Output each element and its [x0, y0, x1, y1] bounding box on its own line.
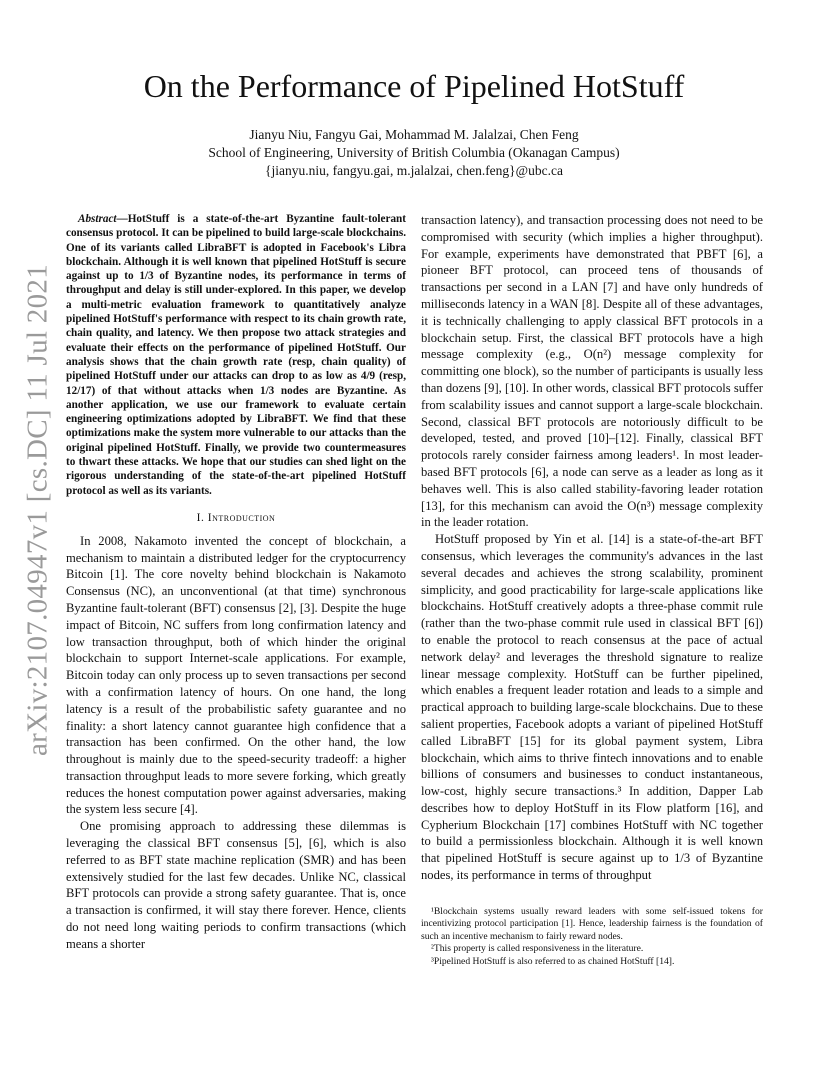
intro-paragraph-1: In 2008, Nakamoto invented the concept of blockchain, a mechanism to maintain a distributed ledger for the cryptocurrency Bitcoin [1]. The core novelty behind blockchain is Nakamoto Consensus (NC), an unconventional (at that time) synchronous Byzantine fault-tolerant (BFT) consensus [2], [3]. Despite the huge impact of Bitcoin, NC suffers from long confirmation latency and low transaction throughput, both of which hinder the original blockchain to support Internet-scale applications. For example, Bitcoin today can only process up to seven transactions per second with a confirmation latency of hours. On one hand, the long latency is a result of the probabilistic safety guarantee and no finality: a short latency cannot guarantee high confidence that a transaction has been confirmed. On the other hand, the low throughout is mainly due to the speed-security tradeoff: a higher transaction throughput leads to more severe forking, which greatly reduces the honest computation power against adversaries, making the system less secure [4].	[66, 533, 406, 817]
intro-paragraph-3: transaction latency), and transaction processing does not need to be compromised with security (which implies a higher throughput). For example, experiments have demonstrated that PBFT [6], a pioneer BFT protocol, can proceed tens of thousands of transactions per second in a LAN [7] and have only hundreds of milliseconds latency in a WAN [8]. Despite all of these advantages, it is technically challenging to apply classical BFT protocols in a blockchain setup. First, the classical BFT protocols have a high message complexity (e.g., O(n²) message complexity for committing one block), so the number of participants is usually less than dozens [9], [10]. In other words, classical BFT protocols suffer from scalability issues and cannot support a large-scale blockchain. Second, classical BFT protocols are notoriously difficult to be developed, tested, and proved [10]–[12]. Finally, classical BFT protocols rarely consider fairness among leaders¹. In most leader-based BFT protocols [6], a node can serve as a leader as long as it behaves well. This is also called stability-favoring leader rotation [13], for this mechanism can avoid the O(n³) message complexity in the leader rotation.	[421, 213, 763, 530]
section-title: Introduction	[207, 511, 276, 524]
abstract	[66, 212, 406, 498]
abstract-text: —HotStuff is a state-of-the-art Byzantine fault-tolerant consensus protocol. It can be pipelined to build large-scale blockchains. One of its variants called LibraBFT is adopted in Facebook's Libra blockchain. Although it is well known that pipelined HotStuff is secure against up to 1/3 of Byzantine nodes, its performance in terms of throughput and delay is still under-explored. In this paper, we develop a multi-metric evaluation framework to quantitatively analyze pipelined HotStuff's performance with respect to its chain growth rate, chain quality, and latency. We then propose two attack strategies and evaluate their effects on the performance of pipelined HotStuff. Our analysis shows that the chain growth rate (resp, chain quality) of pipelined HotStuff under our attacks can drop to as low as 4/9 (resp, 12/17) of that without attacks when 1/3 nodes are Byzantine. As another application, we use our framework to evaluate certain engineering optimizations adopted by LibraBFT. We find that these optimizations make the system more vulnerable to our attacks than the original pipelined HotStuff. Finally, we provide two countermeasures to thwart these attacks. We hope that our studies can shed light on the rigorous understanding of the state-of-the-art pipelined HotStuff protocol as well as its variants.	[66, 213, 406, 497]
email-line: {jianyu.niu, fangyu.gai, m.jalalzai, chen.feng}@ubc.ca	[265, 163, 563, 178]
footnote-3: ³Pipelined HotStuff is also referred to as chained HotStuff [14].	[431, 955, 675, 967]
footnote-2: ²This property is called responsiveness in the literature.	[431, 943, 644, 955]
left-column	[66, 212, 406, 953]
intro-paragraph-2: One promising approach to addressing these dilemmas is leveraging the classical BFT consensus [5], [6], which is also referred to as BFT state machine replication (SMR) and has been extensively studied for the last few decades. Unlike NC, classical BFT protocols can provide a strong safety guarantee. That is, once a transaction is confirmed, it will stay there forever. Hence, clients do not need long waiting periods to confirm transactions (which means a shorter	[66, 819, 406, 951]
intro-paragraph-4: HotStuff proposed by Yin et al. [14] is a state-of-the-art BFT consensus, which leverages the community's advances in the last several decades and achieves the strong scalability, prominent simplicity, and good practicability for large-scale applications like blockchains. HotStuff creatively adopts a three-phase commit rule (rather than the two-phase commit rule used in classical BFT [6]) to enable the protocol to reach consensus at the pace of actual network delay² and leverages the threshold signature to realize linear message complexity. HotStuff can be further pipelined, which enables a frequent leader rotation and leads to a simple and practical approach to building large-scale blockchains. Due to these salient properties, Facebook adopts a variant of pipelined HotStuff called LibraBFT [15] for its global payment system, Libra blockchain, which aims to thrive fintech innovations and to enable billions of consumers and businesses to conduct instantaneous, low-cost, highly secure transactions.³ In addition, Dapper Lab describes how to deploy HotStuff in its Flow platform [16], and Cypherium Blockchain [17] combines HotStuff with NC together to build a permissionless blockchain. Although it is well known that pipelined HotStuff is secure against up to 1/3 of Byzantine nodes, its performance in terms of throughput	[421, 532, 763, 883]
paper-title: On the Performance of Pipelined HotStuff	[143, 68, 685, 104]
arxiv-stamp	[20, 260, 56, 760]
section-number: I.	[196, 511, 208, 524]
section-heading	[66, 510, 406, 527]
author-block	[0, 126, 828, 180]
affiliation: School of Engineering, University of British Columbia (Okanagan Campus)	[208, 145, 620, 160]
right-column	[421, 212, 763, 884]
arxiv-stamp-text: arXiv:2107.04947v1 [cs.DC] 11 Jul 2021	[21, 263, 54, 757]
footnotes	[421, 906, 763, 968]
abstract-label: Abstract	[78, 213, 117, 225]
author-names: Jianyu Niu, Fangyu Gai, Mohammad M. Jalalzai, Chen Feng	[249, 127, 579, 142]
footnote-1: ¹Blockchain systems usually reward leaders with some self-issued tokens for incentivizing protocol participation [1]. Hence, leadership fairness is the foundation of such an incentive mechanism to fairly reward nodes.	[421, 906, 763, 942]
